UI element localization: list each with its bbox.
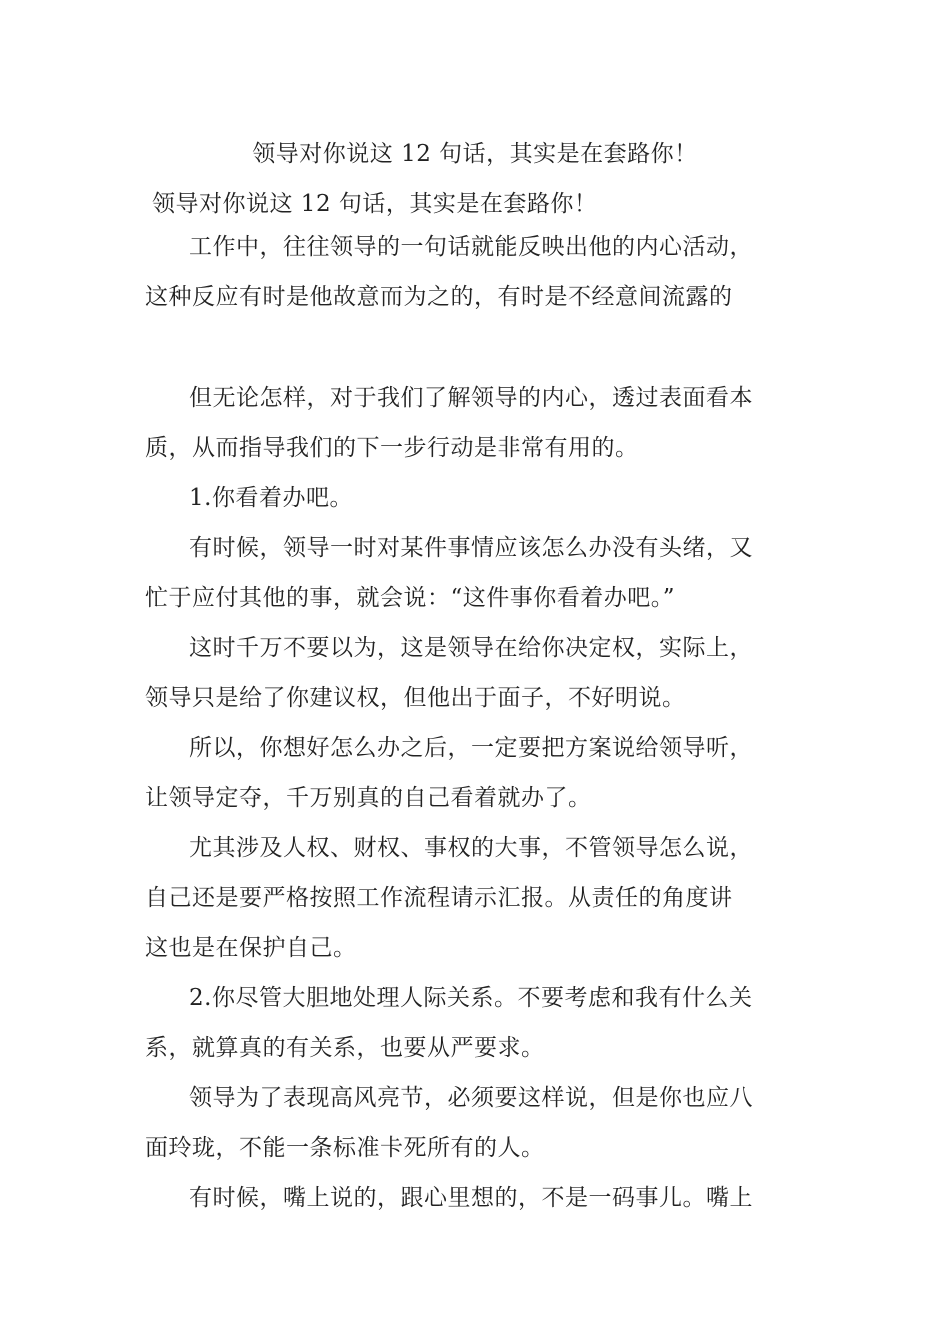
text-line: 自己还是要严格按照工作流程请示汇报。从责任的角度讲 (145, 885, 733, 911)
text-line: 尤其涉及人权、财权、事权的大事，不管领导怎么说， (189, 835, 753, 861)
text-line: 质，从而指导我们的下一步行动是非常有用的。 (145, 435, 639, 461)
text-line: 所以，你想好怎么办之后，一定要把方案说给领导听， (189, 735, 753, 761)
section-heading-1: 1.你看着办吧。 (189, 485, 353, 511)
text-line: 面玲珑，不能一条标准卡死所有的人。 (145, 1135, 545, 1161)
document-subtitle: 领导对你说这 12 句话，其实是在套路你！ (152, 191, 598, 217)
text-line: 系，就算真的有关系，也要从严要求。 (145, 1035, 545, 1061)
text-line: 这也是在保护自己。 (145, 935, 357, 961)
text-line: 这时千万不要以为，这是领导在给你决定权，实际上， (189, 635, 753, 661)
text-line: 领导为了表现高风亮节，必须要这样说，但是你也应八 (189, 1085, 753, 1111)
text-line: 有时候，嘴上说的，跟心里想的，不是一码事儿。嘴上 (189, 1185, 753, 1211)
body-text (145, 373, 815, 1223)
text-line: 工作中，往往领导的一句话就能反映出他的内心活动， (189, 234, 753, 260)
text-line: 忙于应付其他的事，就会说：“这件事你看着办吧。” (145, 585, 676, 611)
text-line: 领导只是给了你建议权，但他出于面子，不好明说。 (145, 685, 686, 711)
intro-paragraph (145, 222, 815, 322)
text-line: 有时候，领导一时对某件事情应该怎么办没有头绪，又 (189, 535, 753, 561)
section-heading-2: 2.你尽管大胆地处理人际关系。不要考虑和我有什么关 (189, 985, 753, 1011)
text-line: 但无论怎样，对于我们了解领导的内心，透过表面看本 (189, 385, 753, 411)
text-line: 这种反应有时是他故意而为之的，有时是不经意间流露的 (145, 284, 733, 310)
text-line: 让领导定夺，千万别真的自己看着就办了。 (145, 785, 592, 811)
document-title: 领导对你说这 12 句话，其实是在套路你！ (252, 141, 698, 167)
